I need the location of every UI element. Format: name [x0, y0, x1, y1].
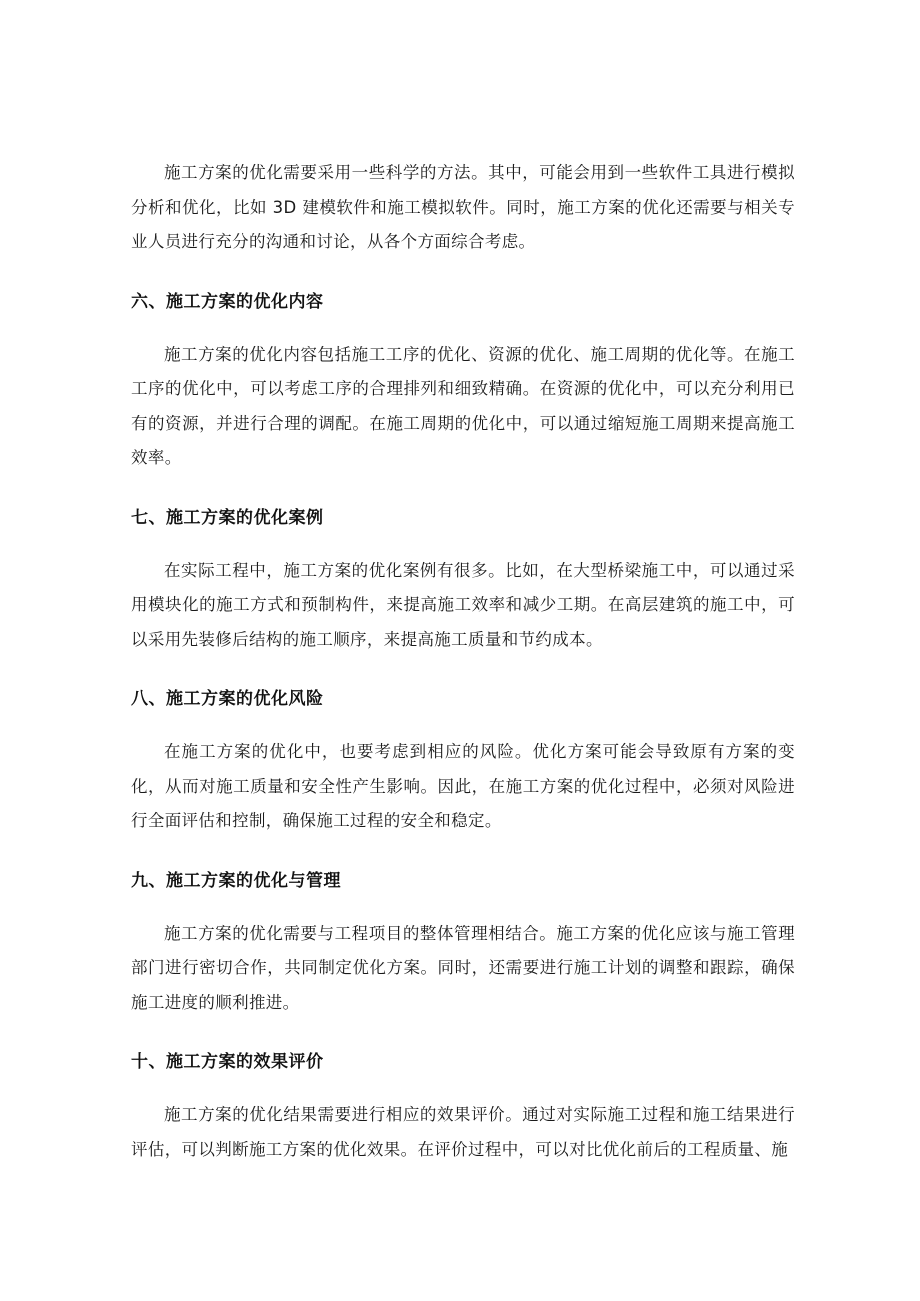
- section-paragraph-8: 在施工方案的优化中，也要考虑到相应的风险。优化方案可能会导致原有方案的变化，从而对施工质量和安全性产生影响。因此，在施工方案的优化过程中，必须对风险进行全面评估和控制，确保施工过程的安全和稳定。: [131, 742, 795, 830]
- section-heading-6: 六、施工方案的优化内容: [131, 291, 324, 312]
- section-heading-8: 八、施工方案的优化风险: [131, 689, 324, 709]
- section-paragraph-10: 施工方案的优化结果需要进行相应的效果评价。通过对实际施工过程和施工结果进行评估，可以判断施工方案的优化效果。在评价过程中，可以对比优化前后的工程质量、施: [131, 1105, 795, 1159]
- section-paragraph-9: 施工方案的优化需要与工程项目的整体管理相结合。施工方案的优化应该与施工管理部门进行密切合作，共同制定优化方案。同时，还需要进行施工计划的调整和跟踪，确保施工进度的顺利推进。: [131, 923, 795, 1012]
- intro-paragraph: 施工方案的优化需要采用一些科学的方法。其中，可能会用到一些软件工具进行模拟分析和优化，比如 3D 建模软件和施工模拟软件。同时，施工方案的优化还需要与相关专业人员进行充分的沟通和讨论，从各个方面综合考虑。: [131, 163, 795, 251]
- section-paragraph-6: 施工方案的优化内容包括施工工序的优化、资源的优化、施工周期的优化等。在施工工序的优化中，可以考虑工序的合理排列和细致精确。在资源的优化中，可以充分利用已有的资源，并进行合理的调配。在施工周期的优化中，可以通过缩短施工周期来提高施工效率。: [131, 344, 795, 467]
- section-heading-10: 十、施工方案的效果评价: [131, 1052, 324, 1072]
- section-heading-9: 九、施工方案的优化与管理: [131, 870, 341, 891]
- section-heading-7: 七、施工方案的优化案例: [131, 507, 324, 528]
- section-paragraph-7: 在实际工程中，施工方案的优化案例有很多。比如，在大型桥梁施工中，可以通过采用模块化的施工方式和预制构件，来提高施工效率和减少工期。在高层建筑的施工中，可以采用先装修后结构的施工顺序，来提高施工质量和节约成本。: [131, 560, 795, 649]
- document-body: [131, 156, 795, 1167]
